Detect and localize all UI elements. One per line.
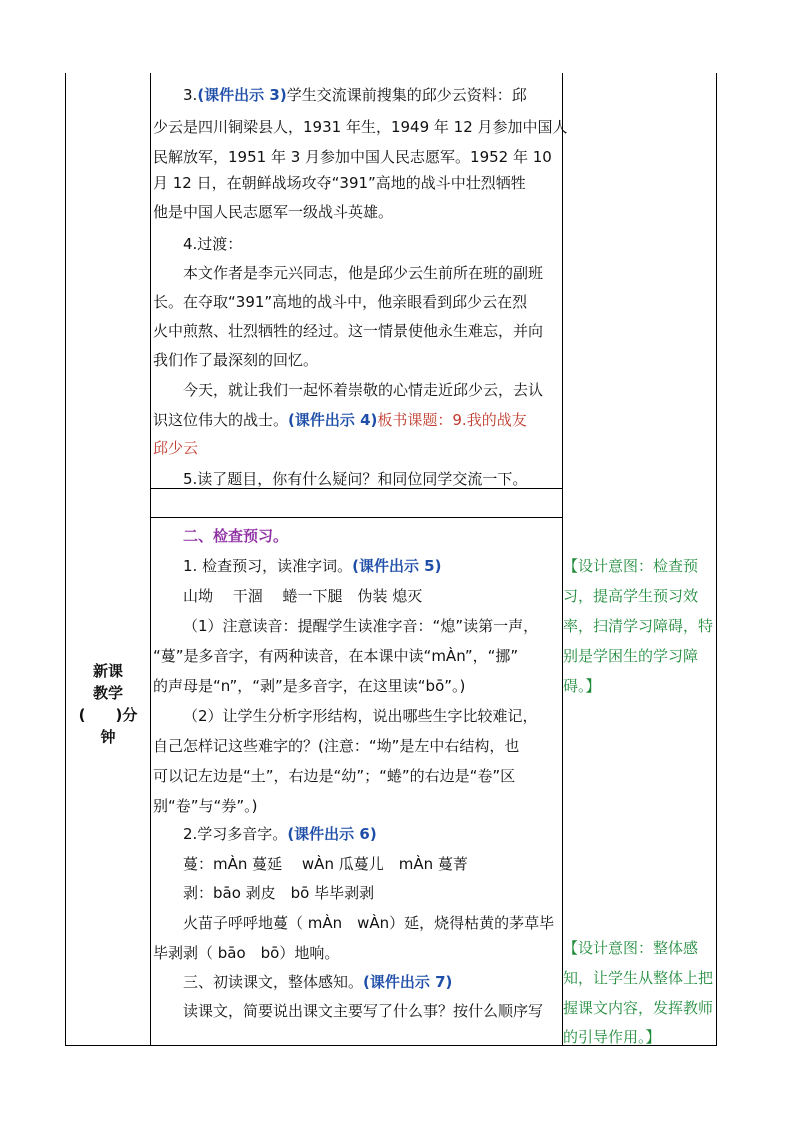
text-line: 4.过渡： (183, 235, 243, 253)
text-line: （1）注意读音：提醒学生读准字音：“熄”读第一声， (183, 617, 539, 635)
courseware-tag: (课件出示 4) (288, 411, 378, 429)
text-line: 毕剥剥（ bāo bō）地响。 (153, 944, 340, 962)
text-line: 民解放军，1951 年 3 月参加中国人民志愿军。1952 年 10 (153, 148, 552, 166)
text-line: 山坳 干涸 蜷一下腿 伪装 熄灭 (183, 587, 423, 605)
text-line: 蔓：mÀn 蔓延 wÀn 瓜蔓儿 mÀn 蔓菁 (183, 855, 468, 873)
design-note-line: 握课文内容，发挥教师 (563, 999, 714, 1017)
table-divider-left (150, 73, 151, 1046)
text-span: 学生交流课前搜集的邱少云资料：邱 (286, 86, 527, 104)
text-line: 今天，就让我们一起怀着崇敬的心情走近邱少云，去认 (183, 381, 544, 399)
text-span: 2.学习多音字。 (183, 825, 288, 843)
table-border-left (65, 73, 66, 1046)
text-line: 火中煎熬、壮烈牺牲的经过。这一情景使他永生难忘，并向 (153, 322, 544, 340)
design-note-line: 【设计意图：整体感 (563, 939, 699, 957)
text-line (183, 79, 527, 111)
text-line (183, 818, 377, 850)
section-heading: 二、检查预习。 (183, 527, 289, 545)
text-line: 本文作者是李元兴同志，他是邱少云生前所在班的副班 (183, 264, 544, 282)
text-line: 自己怎样记这些难字的？(注意：“坳”是左中右结构，也 (153, 737, 520, 755)
courseware-tag: (课件出示 3) (197, 86, 287, 104)
design-note-line: 知，让学生从整体上把 (563, 969, 714, 987)
courseware-tag: (课件出示 7) (363, 973, 453, 991)
section-label (66, 660, 150, 748)
text-line: 月 12 日，在朝鲜战场攻夺“391”高地的战斗中壮烈牺牲 (153, 174, 526, 192)
courseware-tag: (课件出示 6) (287, 825, 377, 843)
text-span: 三、初读课文，整体感知。 (183, 973, 364, 991)
text-line: 可以记左边是“土”，右边是“幼”；“蜷”的右边是“卷”区 (153, 767, 516, 785)
text-line: 别“卷”与“券”。) (153, 797, 258, 815)
text-span: 1. 检查预习，读准字词。 (183, 557, 353, 575)
text-line: 我们作了最深刻的回忆。 (153, 351, 319, 369)
text-line: “蔓”是多音字，有两种读音，在本课中读“mÀn”，“挪” (153, 647, 519, 665)
text-line (153, 404, 527, 436)
lesson-title-text: 邱少云 (153, 439, 199, 457)
text-line: 他是中国人民志愿军一级战斗英雄。 (153, 203, 394, 221)
text-line: 的声母是“n”，“剥”是多音字，在这里读“bō”。) (153, 677, 466, 695)
text-span: 识这位伟大的战士。 (153, 411, 289, 429)
text-line: 读课文，简要说出课文主要写了什么事？按什么顺序写 (183, 1002, 544, 1020)
text-line: 长。在夺取“391”高地的战斗中，他亲眼看到邱少云在烈 (153, 293, 528, 311)
design-note-line: 碍。】 (563, 677, 601, 695)
text-line: （2）让学生分析字形结构，说出哪些生字比较难记， (183, 707, 538, 725)
design-note-line: 率，扫清学习障碍，特 (563, 617, 714, 635)
text-line: 5.读了题目，你有什么疑问？和同位同学交流一下。 (183, 470, 528, 488)
design-note-line: 【设计意图：检查预 (563, 557, 699, 575)
courseware-tag: (课件出示 5) (352, 557, 442, 575)
design-note-line: 的引导作用。】 (563, 1028, 661, 1046)
text-line: 火苗子呼呼地蔓（ mÀn wÀn）延，烧得枯黄的茅草毕 (183, 914, 555, 932)
text-line: 剥：bāo 剥皮 bō 毕毕剥剥 (183, 884, 375, 902)
section-label-line: 钟 (100, 728, 116, 746)
text-line (183, 550, 441, 582)
lesson-title-text: 板书课题：9.我的战友 (377, 411, 527, 429)
section-label-line: 教学 (92, 684, 123, 702)
inner-row-bottom (150, 517, 562, 518)
design-note-line: 别是学困生的学习障 (563, 647, 699, 665)
section-label-line: ( )分 (78, 706, 138, 724)
text-line (183, 966, 452, 998)
text-span: 3. (183, 86, 198, 104)
text-line: 少云是四川铜梁县人，1931 年生，1949 年 12 月参加中国人 (153, 118, 568, 136)
design-note-line: 习，提高学生预习效 (563, 587, 699, 605)
section-label-line: 新课 (92, 662, 123, 680)
